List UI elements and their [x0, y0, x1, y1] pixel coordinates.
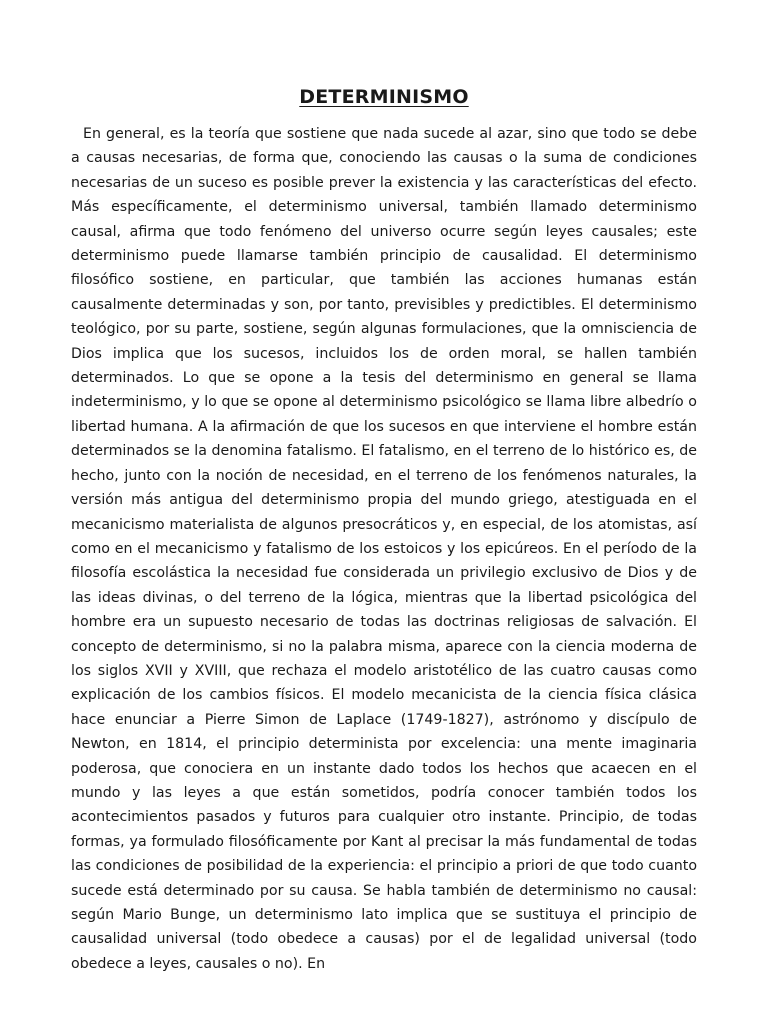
body-paragraph: En general, es la teoría que sostiene que nada sucede al azar, sino que todo se debe a causas necesarias, de forma que, conociendo las causas o la suma de condiciones necesarias de un suceso es posible prever la existencia y las características del efecto. Más específicamente, el determinismo universal, también llamado determinismo causal, afirma que todo fenómeno del universo ocurre según leyes causales; este determinismo puede llamarse también principio de causalidad. El determinismo filosófico sostiene, en particular, que también las acciones humanas están causalmente determinadas y son, por tanto, previsibles y predictibles. El determinismo teológico, por su parte, sostiene, según algunas formulaciones, que la omnisciencia de Dios implica que los sucesos, incluidos los de orden moral, se hallen también determinados. Lo que se opone a la tesis del determinismo en general se llama indeterminismo, y lo que se opone al determinismo psicológico se llama libre albedrío o libertad humana. A la afirmación de que los sucesos en que interviene el hombre están determinados se la denomina fatalismo. El fatalismo, en el terreno de lo histórico es, de hecho, junto con la noción de necesidad, en el terreno de los fenómenos naturales, la versión más antigua del determinismo propia del mundo griego, atestiguada en el mecanicismo materialista de algunos presocráticos y, en especial, de los atomistas, así como en el mecanicismo y fatalismo de los estoicos y los epicúreos. En el período de la filosofía escolástica la necesidad fue considerada un privilegio exclusivo de Dios y de las ideas divinas, o del terreno de la lógica, mientras que la libertad psicológica del hombre era un supuesto necesario de todas las doctrinas religiosas de salvación. El concepto de determinismo, si no la palabra misma, aparece con la ciencia moderna de los siglos XVII y XVIII, que rechaza el modelo aristotélico de las cuatro causas como explicación de los cambios físicos. El modelo mecanicista de la ciencia física clásica hace enunciar a Pierre Simon de Laplace (1749-1827), astrónomo y discípulo de Newton, en 1814, el principio determinista por excelencia: una mente imaginaria poderosa, que conociera en un instante dado todos los hechos que acaecen en el mundo y las leyes a que están sometidos, podría conocer también todos los acontecimientos pasados y futuros para cualquier otro instante. Principio, de todas formas, ya formulado filosóficamente por Kant al precisar la más fundamental de todas las condiciones de posibilidad de la experiencia: el principio a priori de que todo cuanto sucede está determinado por su causa. Se habla también de determinismo no causal: según Mario Bunge, un determinismo lato implica que se sustituya el principio de causalidad universal (todo obedece a causas) por el de legalidad universal (todo obedece a leyes, causales o no). En: [71, 126, 697, 972]
document-title: DETERMINISMO: [299, 86, 469, 108]
